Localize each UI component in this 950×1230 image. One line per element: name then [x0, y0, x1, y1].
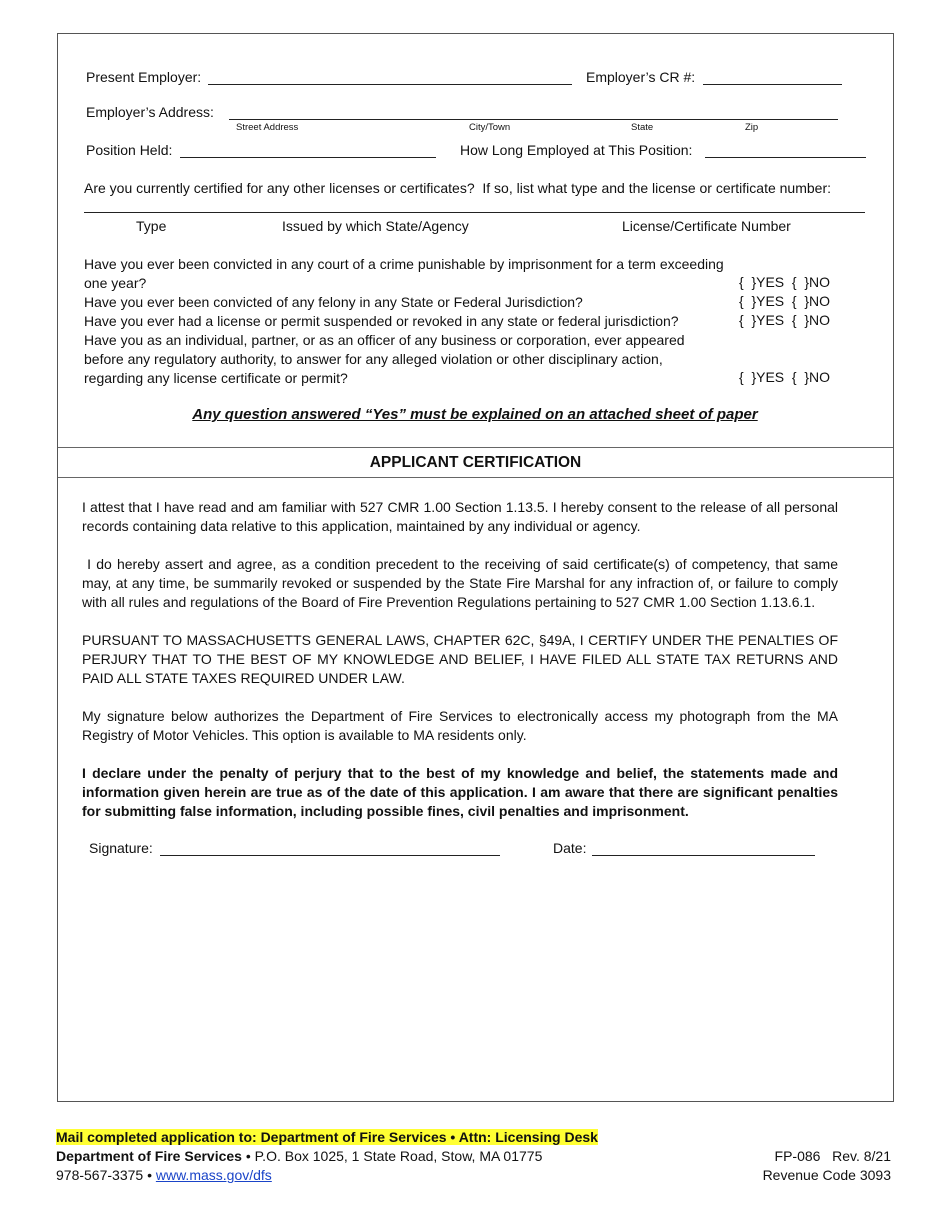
zip-caption: Zip: [745, 122, 759, 133]
question-4-yes-no[interactable]: { }YES { }NO: [739, 369, 831, 385]
contact-line: [56, 1167, 272, 1183]
certification-paragraph-rmv: My signature below authorizes the Department of Fire Services to electronically access my photograph from the MA Registry of Motor Vehicles. This option is available to MA residents only.: [82, 708, 838, 743]
certification-paragraph-attest: I attest that I have read and am familiar with 527 CMR 1.00 Section 1.13.5. I hereby consent to the release of all personal records containing data relative to this application, maintained by any individual or agency.: [82, 499, 838, 534]
position-held-field[interactable]: [180, 157, 436, 158]
question-1-yes-no[interactable]: { }YES { }NO: [739, 274, 831, 290]
employer-address-label: Employer’s Address:: [86, 104, 214, 120]
signature-label: Signature:: [89, 840, 153, 856]
certification-title: APPLICANT CERTIFICATION: [369, 454, 582, 471]
present-employer-label: Present Employer:: [86, 69, 202, 85]
department-address: • P.O. Box 1025, 1 State Road, Stow, MA 01775: [241, 1148, 543, 1164]
question-3-yes-no[interactable]: { }YES { }NO: [739, 312, 831, 328]
question-2-yes-no[interactable]: { }YES { }NO: [739, 293, 831, 309]
col-license-number: License/Certificate Number: [622, 218, 791, 234]
department-address-line: [56, 1148, 542, 1164]
question-license-suspended: Have you ever had a license or permit suspended or revoked in any state or federal jurisdiction?: [84, 313, 679, 329]
question-felony: Have you ever been convicted of any felony in any State or Federal Jurisdiction?: [84, 294, 583, 310]
certification-paragraph-agree: I do hereby assert and agree, as a condition precedent to the receiving of said certificate(s) of competency, that same may, at any time, be summarily revoked or suspended by the State Fire Marshal for any infraction of, or failure to comply with all rules and regulations of the Board of Fire Prevention Regulations pertaining to 527 CMR 1.00 Section 1.13.6.1.: [82, 556, 842, 610]
present-employer-field[interactable]: [208, 84, 572, 85]
employer-cr-label: Employer’s CR #:: [586, 69, 696, 85]
how-long-label: How Long Employed at This Position:: [460, 142, 693, 158]
department-name: Department of Fire Services: [56, 1148, 242, 1164]
employer-cr-field[interactable]: [703, 84, 842, 85]
divider-bottom: [58, 477, 893, 478]
signature-field[interactable]: [160, 855, 500, 856]
form-number: FP-086 Rev. 8/21: [774, 1148, 891, 1164]
question-regulatory-authority: Have you as an individual, partner, or as an officer of any business or corporation, ever appeared before any regulatory authority, to answer for any alleged violation or other disciplinary action, regarding any license certificate or permit?: [84, 332, 685, 386]
revenue-code: Revenue Code 3093: [762, 1167, 891, 1183]
question-conviction-term: Have you ever been convicted in any court of a crime punishable by imprisonment for a term exceeding one year?: [84, 256, 724, 291]
col-type: Type: [136, 218, 167, 234]
how-long-field[interactable]: [705, 157, 866, 158]
col-issued-by: Issued by which State/Agency: [282, 218, 469, 234]
date-field[interactable]: [592, 855, 815, 856]
street-caption: Street Address: [236, 122, 299, 133]
certification-entry-line[interactable]: [84, 212, 865, 213]
date-label: Date:: [553, 840, 587, 856]
position-held-label: Position Held:: [86, 142, 173, 158]
mail-instructions: Mail completed application to: Department of Fire Services • Attn: Licensing Desk: [56, 1129, 598, 1145]
employer-address-field[interactable]: [229, 119, 838, 120]
other-certifications-question: Are you currently certified for any other licenses or certificates? If so, list what type and the license or certificate number:: [84, 180, 832, 196]
state-caption: State: [631, 122, 654, 133]
yes-explanation-notice: Any question answered “Yes” must be explained on an attached sheet of paper: [192, 406, 758, 423]
city-caption: City/Town: [469, 122, 511, 133]
divider-top: [58, 447, 893, 448]
website-link[interactable]: www.mass.gov/dfs: [155, 1167, 272, 1183]
certification-paragraph-perjury: I declare under the penalty of perjury that to the best of my knowledge and belief, the statements made and information given herein are true as of the date of this application. I am aware that there are significant penalties for submitting false information, including possible fines, civil penalties and imprisonment.: [82, 765, 838, 819]
certification-paragraph-tax: PURSUANT TO MASSACHUSETTS GENERAL LAWS, CHAPTER 62C, §49A, I CERTIFY UNDER THE PENALTIES OF PERJURY THAT TO THE BEST OF MY KNOWLEDGE AND BELIEF, I HAVE FILED ALL STATE TAX RETURNS AND PAID ALL STATE TAXES REQUIRED UNDER LAW.: [82, 632, 838, 686]
phone-number: 978-567-3375 •: [56, 1167, 156, 1183]
